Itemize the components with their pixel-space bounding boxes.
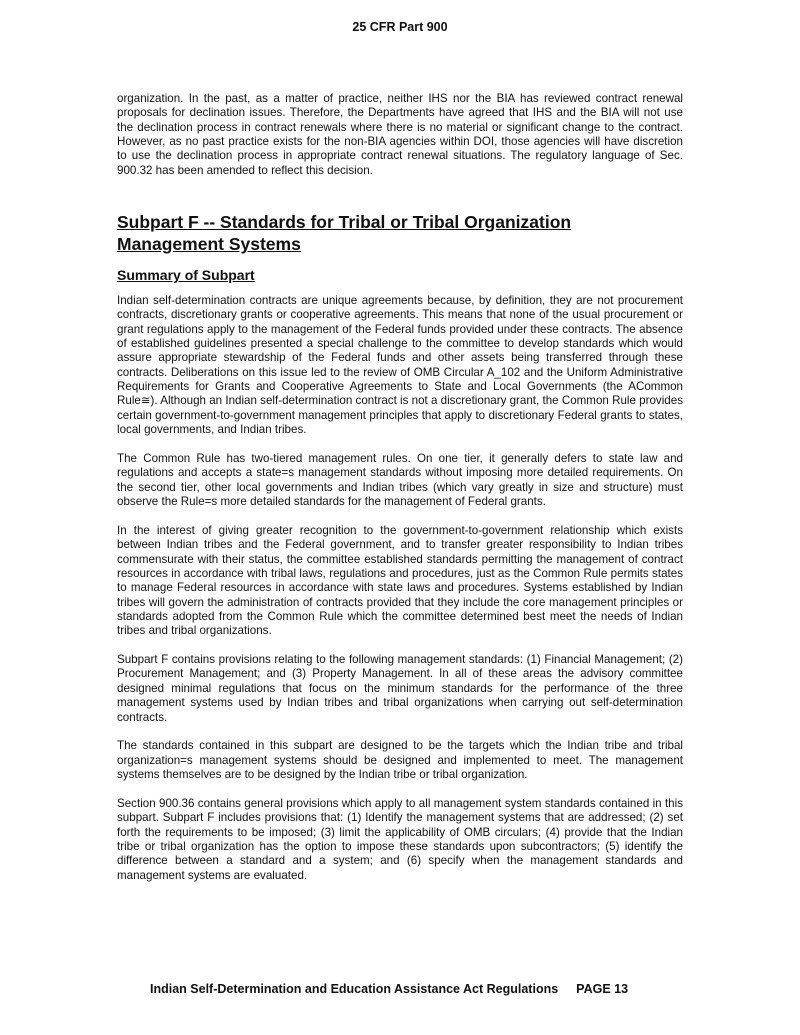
paragraph: The standards contained in this subpart are designed to be the targets which the Indian tribe and tribal organization=s management systems should be designed and implemented to meet. The management systems themselves are to be designed by the Indian tribe or tribal organization.: [117, 739, 683, 782]
subpart-title: Subpart F -- Standards for Tribal or Tribal Organization Management Systems: [117, 212, 572, 255]
section-title: Summary of Subpart: [117, 267, 255, 284]
footer-title: Indian Self-Determination and Education Assistance Act Regulations: [150, 982, 559, 996]
page-header: 25 CFR Part 900: [352, 20, 448, 34]
page-number: PAGE 13: [576, 982, 629, 996]
page-footer: [150, 982, 628, 996]
intro-paragraph: organization. In the past, as a matter of practice, neither IHS nor the BIA has reviewed contract renewal proposals for declination issues. Therefore, the Departments have agreed that IHS and the BIA will not use the declination process in contract renewals where there is no material or significant change to the contract. However, as no past practice exists for the non-BIA agencies within DOI, those agencies will have discretion to use the declination process in appropriate contract renewal situations. The regulatory language of Sec. 900.32 has been amended to reflect this decision.: [117, 92, 683, 177]
paragraph: The Common Rule has two-tiered management rules. On one tier, it generally defers to state law and regulations and accepts a state=s management standards without imposing more detailed requirements. On the second tier, other local governments and Indian tribes (which vary greatly in size and structure) must observe the Rule=s more detailed standards for the management of Federal grants.: [117, 452, 683, 509]
paragraph: In the interest of giving greater recognition to the government-to-government relationship which exists between Indian tribes and the Federal government, and to transfer greater responsibility to Indian tribes commensurate with their status, the committee established standards permitting the management of contract resources in accordance with tribal laws, regulations and procedures, just as the Common Rule permits states to manage Federal resources in accordance with state laws and procedures. Systems established by Indian tribes will govern the administration of contracts provided that they include the core management principles or standards adopted from the Common Rule which the committee determined best meet the needs of Indian tribes and tribal organizations.: [117, 523, 683, 638]
document-body: [117, 92, 683, 897]
paragraph: Section 900.36 contains general provisions which apply to all management system standards contained in this subpart. Subpart F includes provisions that: (1) Identify the management systems that are addressed; (2) set forth the requirements to be imposed; (3) limit the applicability of OMB circulars; (4) provide that the Indian tribe or tribal organization has the option to impose these standards upon subcontractors; (5) identify the difference between a standard and a system; and (6) specify when the management standards and management systems are evaluated.: [117, 796, 683, 882]
paragraph: Subpart F contains provisions relating to the following management standards: (1) Financial Management; (2) Procurement Management; and (3) Property Management. In all of these areas the advisory committee designed minimal regulations that focus on the minimum standards for the performance of the three management systems used by Indian tribes and tribal organizations when carrying out self-determination contracts.: [117, 653, 683, 724]
paragraph: Indian self-determination contracts are unique agreements because, by definition, they are not procurement contracts, discretionary grants or cooperative agreements. This means that none of the usual procurement or grant regulations apply to the management of the Federal funds provided under these contracts. The absence of established guidelines presented a special challenge to the committee to develop standards which would assure appropriate stewardship of the Federal funds and other assets being transferred through these contracts. Deliberations on this issue led to the review of OMB Circular A_102 and the Uniform Administrative Requirements for Grants and Cooperative Agreements to State and Local Governments (the ACommon Rule≅). Although an Indian self-determination contract is not a discretionary grant, the Common Rule provides certain government-to-government management principles that apply to discretionary Federal grants to states, local governments, and Indian tribes.: [117, 294, 683, 437]
